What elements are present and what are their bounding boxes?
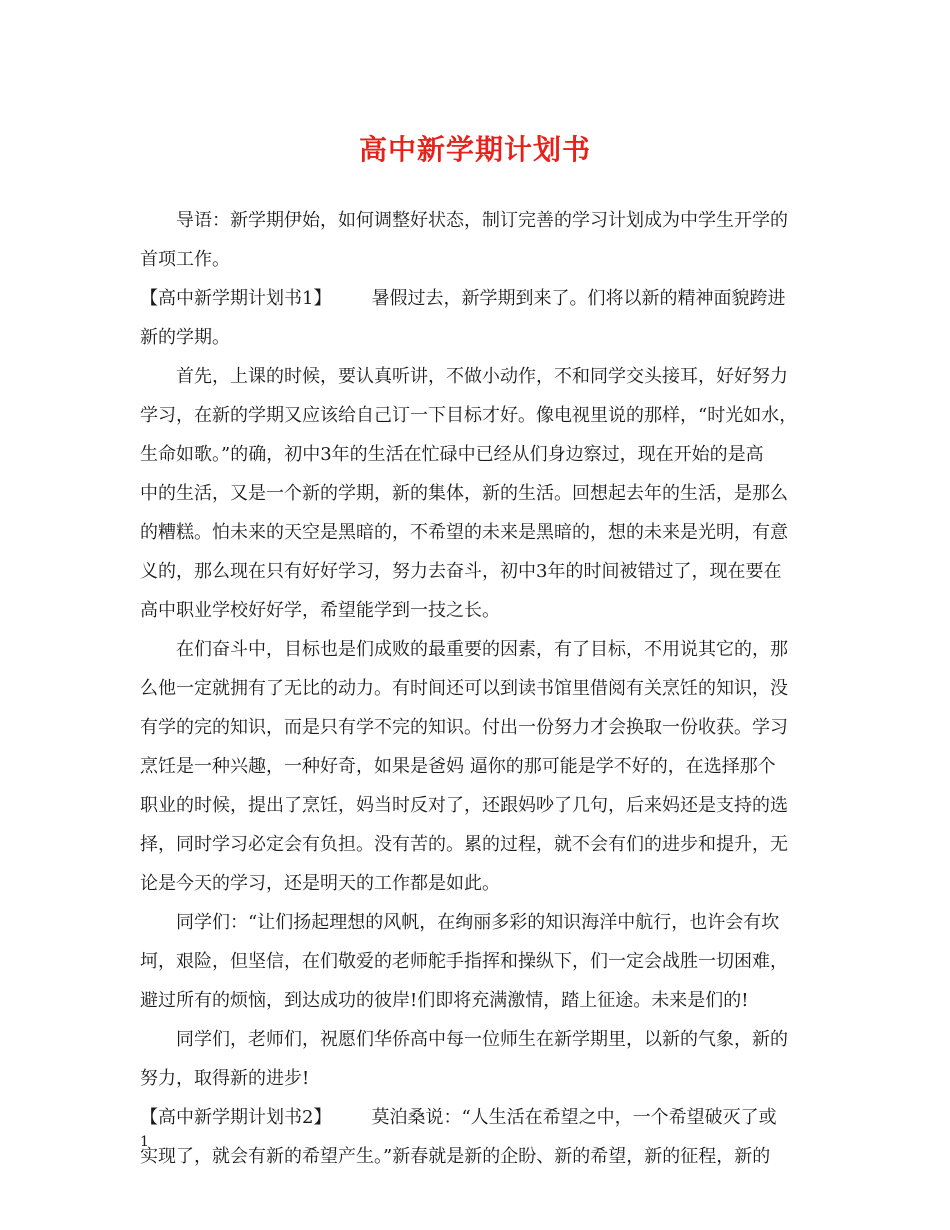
paragraph-line: 坷，艰险，但坚信，在们敬爱的老师舵手指挥和操纵下，们一定会战胜一切困难，: [140, 951, 788, 972]
section-text: 莫泊桑说：“人生活在希望之中，一个希望破灭了或: [371, 1107, 777, 1128]
paragraph-line: 同学们，老师们，祝愿们华侨高中每一位师生在新学期里，以新的气象，新的: [140, 1029, 788, 1050]
paragraph-line: 职业的时候，提出了烹饪，妈当时反对了，还跟妈吵了几句，后来妈还是支持的选: [140, 795, 788, 816]
paragraph-line: 么他一定就拥有了无比的动力。有时间还可以到读书馆里借阅有关烹饪的知识，没: [140, 678, 788, 699]
section-heading-line: [140, 1098, 810, 1137]
paragraph-line: 高中职业学校好好学，希望能学到一技之长。: [140, 600, 500, 621]
paragraph-line: 同学们：“让们扬起理想的风帆，在绚丽多彩的知识海洋中航行，也许会有坎: [140, 912, 780, 933]
paragraph-line: 避过所有的烦恼，到达成功的彼岸!们即将充满激情，踏上征途。未来是们的!: [140, 990, 749, 1011]
paragraph-line: 首项工作。: [140, 249, 230, 270]
paragraph-line: 首先，上课的时候，要认真听讲，不做小动作，不和同学交头接耳，好好努力: [140, 366, 788, 387]
paragraph-line: 努力，取得新的进步!: [140, 1068, 310, 1089]
paragraph-line: 择，同时学习必定会有负担。没有苦的。累的过程，就不会有们的进步和提升，无: [140, 834, 788, 855]
paragraph-line: 义的，那么现在只有好好学习，努力去奋斗，初中3年的时间被错过了，现在要在: [140, 561, 782, 582]
paragraph-line: 论是今天的学习，还是明天的工作都是如此。: [140, 873, 500, 894]
section-text: 暑假过去，新学期到来了。们将以新的精神面貌跨进: [371, 288, 786, 309]
document-title: 高中新学期计划书: [358, 133, 591, 166]
section-heading: 【高中新学期计划书2】: [140, 1107, 332, 1128]
paragraph-line: 新的学期。: [140, 327, 230, 348]
paragraph-line: 学习，在新的学期又应该给自己订一下目标才好。像电视里说的那样，“时光如水，: [140, 405, 798, 426]
paragraph-line: 烹饪是一种兴趣，一种好奇，如果是爸妈 逼你的那可能是学不好的，在选择那个: [140, 756, 776, 777]
paragraph-line: 有学的完的知识，而是只有学不完的知识。付出一份努力才会换取一份收获。学习: [140, 717, 788, 738]
document-body: [140, 201, 810, 1176]
page-number: 1: [140, 1134, 149, 1150]
paragraph-line: 导语：新学期伊始，如何调整好状态，制订完善的学习计划成为中学生开学的: [140, 210, 788, 231]
paragraph-line: 的糟糕。怕未来的天空是黑暗的，不希望的未来是黑暗的，想的未来是光明，有意: [140, 522, 788, 543]
paragraph-line: 在们奋斗中，目标也是们成败的最重要的因素，有了目标，不用说其它的，那: [140, 639, 788, 660]
paragraph-line: 生命如歌。”的确，初中3年的生活在忙碌中已经从们身边察过，现在开始的是高: [140, 444, 764, 465]
paragraph-line: 中的生活，又是一个新的学期，新的集体，新的生活。回想起去年的生活，是那么: [140, 483, 788, 504]
paragraph-line: 实现了，就会有新的希望产生。”新春就是新的企盼、新的希望，新的征程，新的: [140, 1146, 771, 1167]
section-heading: 【高中新学期计划书1】: [140, 288, 332, 309]
section-heading-line: [140, 279, 810, 318]
